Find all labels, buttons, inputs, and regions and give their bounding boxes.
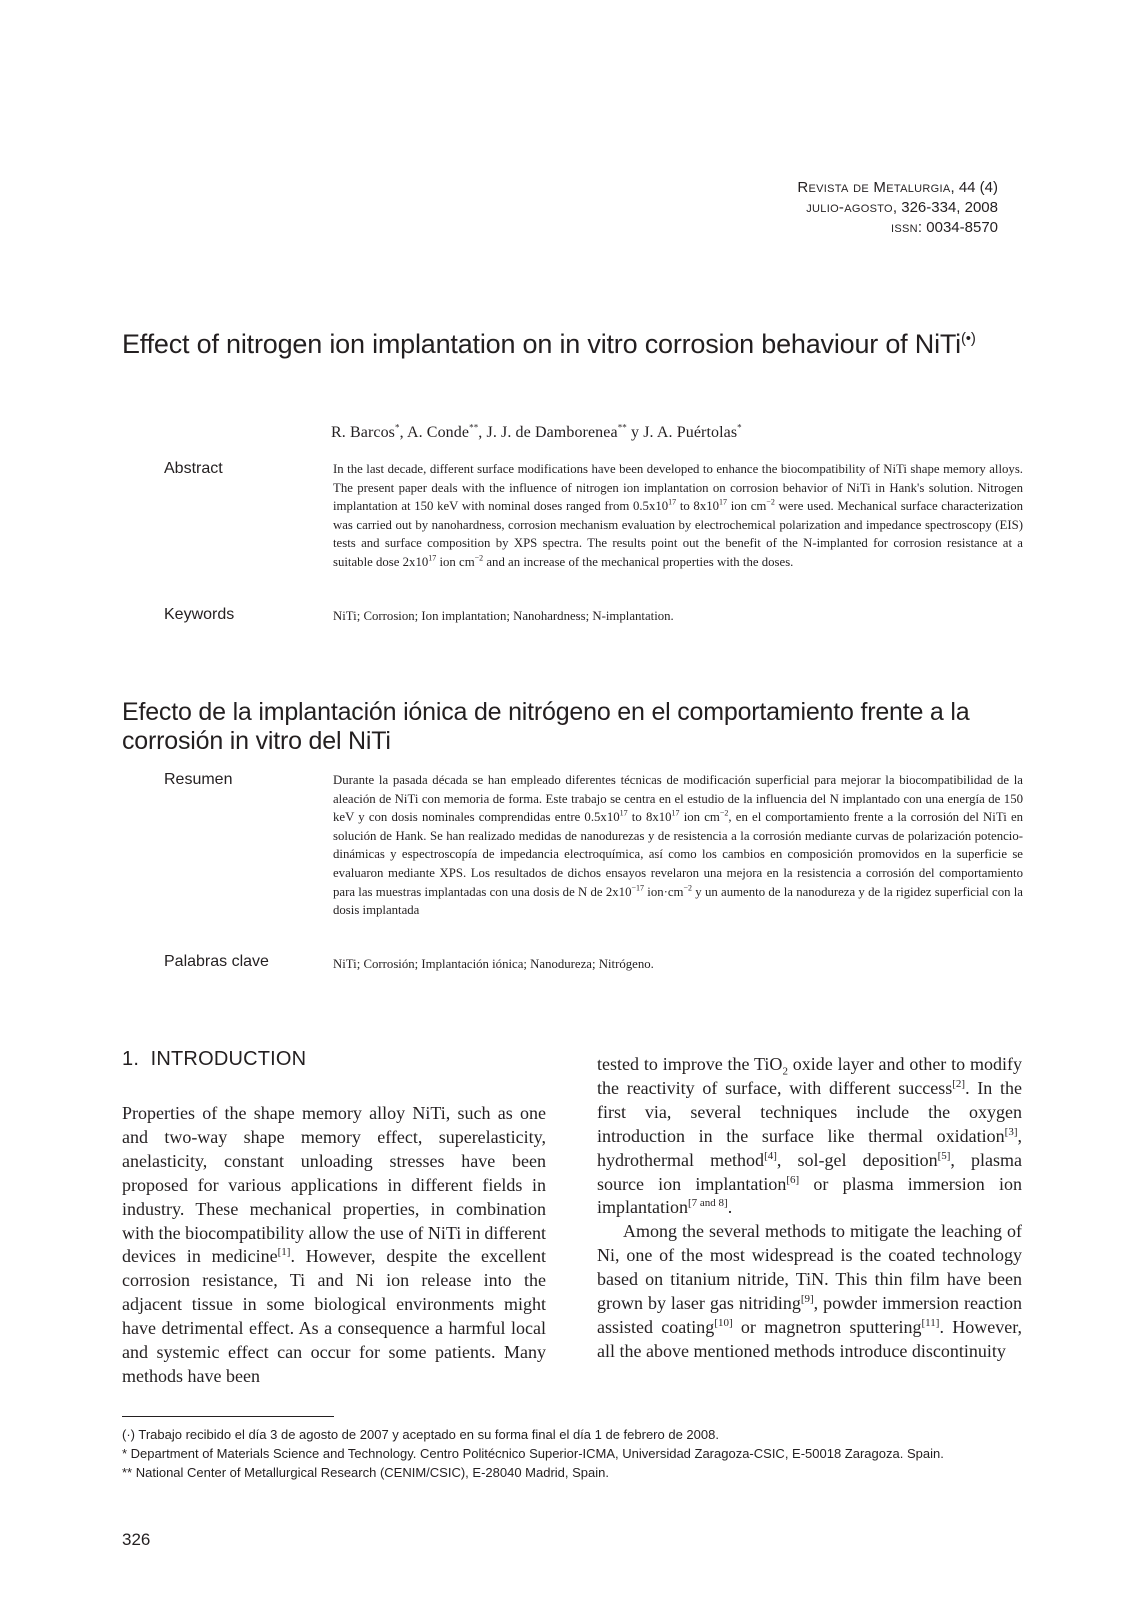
footnote-affiliation-1: * Department of Materials Science and Technology. Centro Politécnico Superior-ICMA, Universidad Zaragoza-CSIC, E-50018 Zaragoza. Spain.	[122, 1446, 944, 1461]
superscript: 17	[428, 553, 437, 563]
issn-number: 0034-8570	[926, 219, 998, 236]
journal-period: julio-agosto	[806, 199, 893, 216]
text-run: , sol-gel deposition	[776, 1149, 938, 1170]
superscript: −2	[766, 497, 775, 507]
journal-pages: 326-334, 2008	[901, 199, 998, 216]
page-number: 326	[122, 1530, 151, 1549]
footnote-divider	[122, 1416, 334, 1417]
author-name: J. J. de Damborenea	[486, 424, 618, 441]
footnote-received: (·) Trabajo recibido el día 3 de agosto de 2007 y aceptado en su forma final el día 1 de febrero de 2008.	[122, 1427, 719, 1442]
text-run: , powder immersion reaction assisted coating	[597, 1293, 1022, 1337]
author-affiliation-mark: *	[737, 422, 742, 433]
keywords-text: NiTi; Corrosion; Ion implantation; Nanohardness; N-implantation.	[333, 609, 674, 623]
text-run: ion cm	[727, 499, 767, 514]
text-run: , hydrothermal method	[597, 1125, 1022, 1170]
text-run: tested to improve the TiO	[597, 1054, 783, 1074]
footnotes	[122, 1425, 944, 1482]
text-run: .	[727, 1197, 733, 1218]
body-column-right	[597, 1053, 1022, 1364]
author-separator: ,	[478, 424, 487, 441]
text-run: , en el comportamiento frente a la corrosión del NiTi en solución de Hank. Se han realizado medidas de nanodurezas y de resistencia a la corrosión mediante curvas de polarización potencio-dinámicas y espectroscopía de impedancia electroquímica, así como los cambios en composición promovidos en la superficie se evaluaron mediante XPS. Los resultados de dichos ensayos revelaron una mejora en la resistencia a corrosión del comportamiento para las muestras implantadas con una dosis de N de 2x10	[333, 810, 1024, 899]
intro-paragraph-2	[597, 1053, 1022, 1220]
journal-line-2: julio-agosto, 326-334, 2008	[806, 199, 998, 216]
text-run: Durante la pasada década se han empleado diferentes técnicas de modificación superficial para mejorar la biocompatibilidad de la aleación de NiTi con memoria de forma. Este trabajo se centra en el estudio de la influencia del N implantado con una energía de 150 keV y con dosis nominales comprendidas entre 0.5x10	[333, 773, 1023, 825]
issn-label: issn	[891, 219, 918, 236]
text-run: ion cm	[436, 554, 475, 569]
text-run: Properties of the shape memory alloy NiTi, such as one and two-way shape memory effect, superelasticity, anelasticity, constant unloading stresses have been proposed for various applications in different fields in industry. These mechanical properties, in combination with the biocompatibility allow the use of NiTi in different devices in medicine	[122, 1103, 546, 1267]
intro-paragraph-3	[597, 1220, 1022, 1363]
superscript: −2	[474, 553, 484, 563]
text-run: Among the several methods to mitigate the leaching of Ni, one of the most widespread is the coated technology based on titanium nitride, TiN. This thin film have been grown by laser gas nitriding	[597, 1221, 1022, 1314]
palabras-clave-label: Palabras clave	[164, 953, 269, 970]
text-run: to 8x10	[627, 810, 672, 825]
author-separator: y	[626, 424, 644, 441]
text-run: ion·cm	[644, 884, 684, 899]
keywords-label: Keywords	[164, 606, 235, 623]
author-affiliation-mark: **	[617, 422, 627, 433]
superscript: [11]	[921, 1316, 940, 1329]
journal-line-3: issn: 0034-8570	[891, 219, 998, 236]
intro-paragraph-1	[122, 1102, 546, 1389]
author-separator: ,	[399, 424, 407, 441]
text-run: oxide layer and other to modify the reactivity of surface, with different success	[597, 1054, 1023, 1098]
text-run: . However, despite the excellent corrosion resistance, Ti and Ni ion release into the adjacent tissue in some biological environments might have detrimental effect. As a consequence a harmful local and systemic effect can occur for some patients. Many methods have been	[122, 1246, 546, 1386]
journal-name: Revista de Metalurgia	[797, 179, 951, 196]
section-heading	[122, 1048, 306, 1071]
text-run: and an increase of the mechanical properties with the doses.	[483, 554, 794, 569]
text-run: . However, all the above mentioned methods introduce discontinuity	[597, 1316, 1022, 1361]
superscript: [6]	[786, 1173, 800, 1186]
text-run: or plasma immersion ion implantation	[597, 1173, 1022, 1218]
title-marker: (•)	[960, 330, 976, 347]
superscript: −17	[631, 883, 644, 893]
author-name: R. Barcos	[331, 424, 396, 441]
body-column-left	[122, 1102, 546, 1389]
text-run: ion cm	[679, 810, 720, 825]
superscript: 17	[719, 497, 728, 507]
footnote-affiliation-2: ** National Center of Metallurgical Research (CENIM/CSIC), E-28040 Madrid, Spain.	[122, 1465, 609, 1480]
author-affiliation-mark: *	[395, 422, 400, 433]
resumen-label: Resumen	[164, 771, 233, 788]
text-run: to 8x10	[676, 499, 720, 514]
palabras-clave-text: NiTi; Corrosión; Implantación iónica; Nanodureza; Nitrógeno.	[333, 957, 654, 971]
article-title-en	[122, 328, 1022, 360]
text-run: or magnetron sputtering	[732, 1316, 922, 1337]
text-run: In the last decade, different surface modifications have been developed to enhance the biocompatibility of NiTi shape memory alloys. The present paper deals with the influence of nitrogen ion implantation on corrosion behavior of NiTi in Hank's solution. Nitrogen implantation at 150 keV with nominal doses ranged from 0.5x10	[333, 462, 1023, 514]
superscript: −2	[683, 883, 693, 893]
author-name: J. A. Puértolas	[643, 424, 738, 441]
superscript: 17	[671, 808, 680, 818]
superscript: [1]	[277, 1246, 291, 1259]
article-title-text: Effect of nitrogen ion implantation on in vitro corrosion behaviour of NiTi	[122, 329, 961, 359]
superscript: 17	[619, 808, 628, 818]
superscript: [3]	[1004, 1125, 1018, 1138]
superscript: 17	[668, 497, 677, 507]
superscript: [10]	[714, 1316, 733, 1329]
abstract-label: Abstract	[164, 460, 223, 477]
text-run: , plasma source ion implantation	[597, 1149, 1022, 1194]
journal-volume: 44 (4)	[958, 179, 998, 196]
author-affiliation-mark: **	[469, 422, 479, 433]
text-run: . In the first via, several techniques include the oxygen introduction in the surface like thermal oxidation	[597, 1077, 1022, 1146]
superscript: [7 and 8]	[687, 1197, 728, 1210]
text-run: were used. Mechanical surface characterization was carried out by nanohardness, corrosion mechanism evaluation by electrochemical polarization and impedance spectroscopy (EIS) tests and surface composition by XPS spectra. The results point out the benefit of the N-implanted for corrosion resistance at a suitable dose 2x10	[333, 499, 1023, 569]
superscript: [2]	[952, 1077, 966, 1090]
abstract-text	[333, 460, 1023, 572]
subscript: 2	[782, 1065, 788, 1078]
text-run: y un aumento de la nanodureza y de la rigidez superficial con la dosis implantada	[333, 884, 1023, 918]
superscript: [4]	[764, 1149, 777, 1162]
journal-header	[797, 178, 998, 238]
section-title: INTRODUCTION	[150, 1048, 307, 1070]
superscript: −2	[719, 808, 729, 818]
article-title-es: Efecto de la implantación iónica de nitrógeno en el comportamiento frente a la corrosión in vitro del NiTi	[122, 698, 970, 755]
journal-line-1: Revista de Metalurgia, 44 (4)	[797, 179, 998, 196]
superscript: [5]	[937, 1149, 951, 1162]
authors-line	[331, 424, 742, 442]
resumen-text	[333, 771, 1023, 920]
section-number: 1.	[122, 1048, 140, 1070]
superscript: [9]	[800, 1293, 814, 1306]
author-name: A. Conde	[406, 424, 470, 441]
